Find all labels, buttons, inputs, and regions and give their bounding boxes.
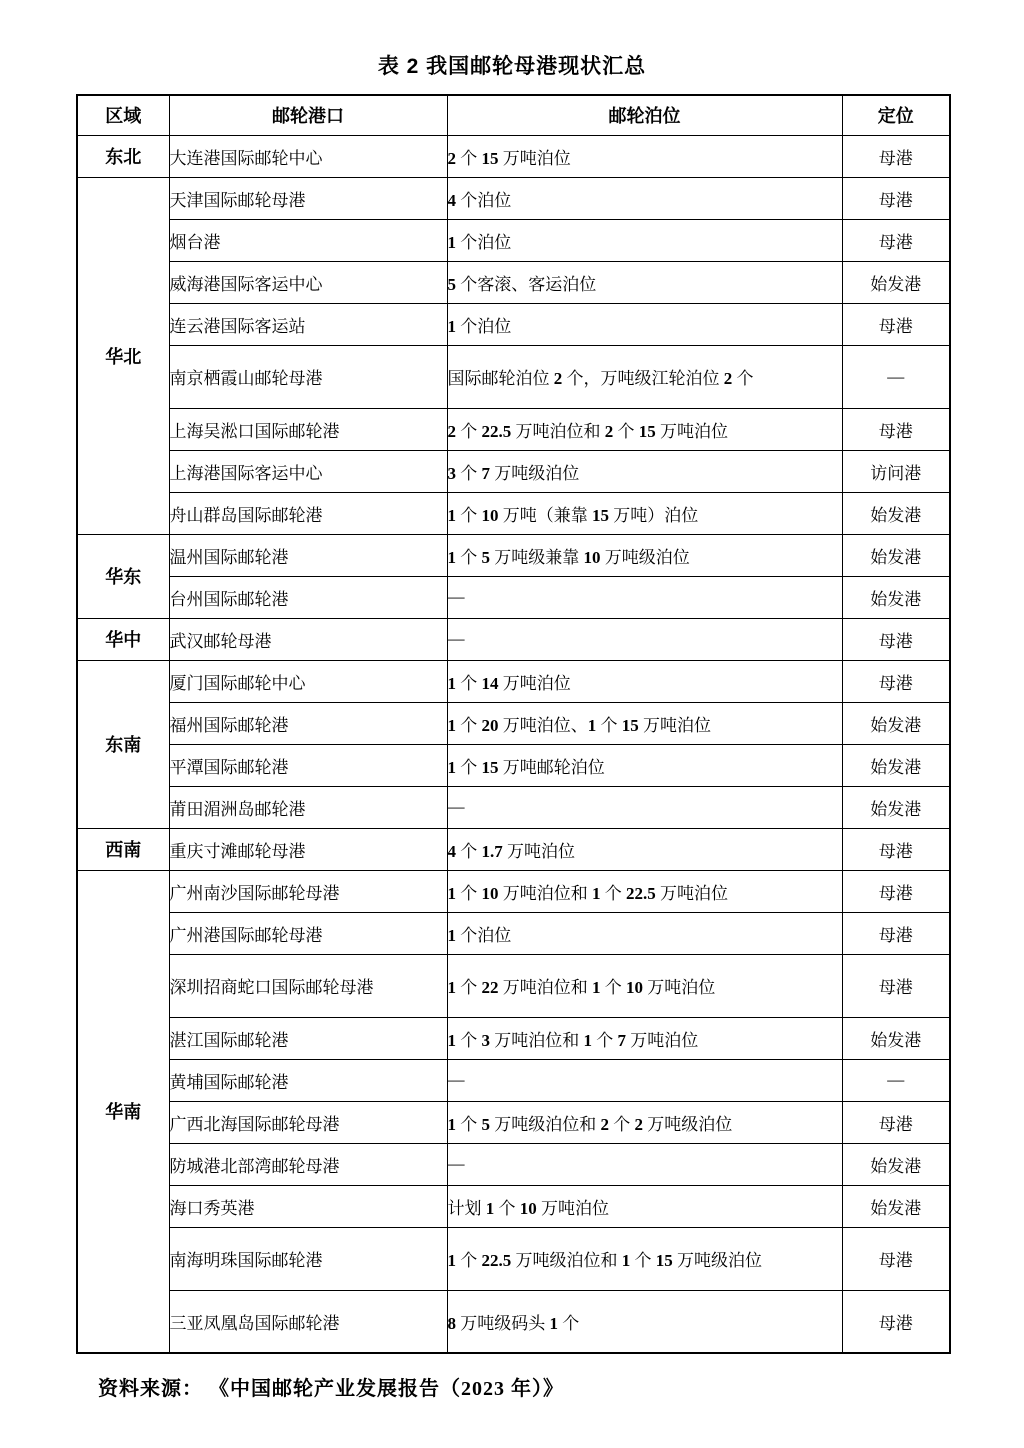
position-cell: 始发港 <box>842 261 950 303</box>
port-cell: 南海明珠国际邮轮港 <box>169 1227 447 1290</box>
table-row <box>77 912 950 954</box>
table-row <box>77 1101 950 1143</box>
berths-cell: 2 个 22.5 万吨泊位和 2 个 15 万吨泊位 <box>447 408 842 450</box>
table-row <box>77 450 950 492</box>
table-row <box>77 345 950 408</box>
table-row <box>77 618 950 660</box>
position-cell: — <box>842 345 950 408</box>
table-row <box>77 303 950 345</box>
position-cell: 母港 <box>842 618 950 660</box>
position-cell: 母港 <box>842 660 950 702</box>
region-cell: 华东 <box>77 534 169 618</box>
berths-cell: 1 个 20 万吨泊位、1 个 15 万吨泊位 <box>447 702 842 744</box>
berths-cell: 5 个客滚、客运泊位 <box>447 261 842 303</box>
port-cell: 威海港国际客运中心 <box>169 261 447 303</box>
port-cell: 台州国际邮轮港 <box>169 576 447 618</box>
port-cell: 深圳招商蛇口国际邮轮母港 <box>169 954 447 1017</box>
berths-cell: 3 个 7 万吨级泊位 <box>447 450 842 492</box>
port-cell: 湛江国际邮轮港 <box>169 1017 447 1059</box>
berths-cell: 1 个 10 万吨泊位和 1 个 22.5 万吨泊位 <box>447 870 842 912</box>
position-cell: — <box>842 1059 950 1101</box>
berths-cell: 1 个泊位 <box>447 912 842 954</box>
table-row <box>77 1290 950 1353</box>
berths-cell: 8 万吨级码头 1 个 <box>447 1290 842 1353</box>
table-row <box>77 576 950 618</box>
berths-cell: 1 个 15 万吨邮轮泊位 <box>447 744 842 786</box>
port-cell: 大连港国际邮轮中心 <box>169 135 447 177</box>
header-row <box>77 95 950 135</box>
table-row <box>77 534 950 576</box>
table-row <box>77 744 950 786</box>
position-cell: 始发港 <box>842 1185 950 1227</box>
berths-cell: — <box>447 1059 842 1101</box>
position-cell: 始发港 <box>842 702 950 744</box>
position-cell: 母港 <box>842 135 950 177</box>
position-cell: 母港 <box>842 954 950 1017</box>
port-cell: 烟台港 <box>169 219 447 261</box>
port-cell: 温州国际邮轮港 <box>169 534 447 576</box>
berths-cell: 4 个泊位 <box>447 177 842 219</box>
table-row <box>77 660 950 702</box>
region-cell: 东北 <box>77 135 169 177</box>
port-cell: 莆田湄洲岛邮轮港 <box>169 786 447 828</box>
table-row <box>77 135 950 177</box>
table-row <box>77 786 950 828</box>
port-cell: 天津国际邮轮母港 <box>169 177 447 219</box>
port-cell: 三亚凤凰岛国际邮轮港 <box>169 1290 447 1353</box>
berths-cell: — <box>447 1143 842 1185</box>
table-row <box>77 177 950 219</box>
berths-cell: 1 个泊位 <box>447 303 842 345</box>
position-cell: 始发港 <box>842 744 950 786</box>
table-title: 表 2 我国邮轮母港现状汇总 <box>377 55 647 78</box>
berths-cell: 1 个 22.5 万吨级泊位和 1 个 15 万吨级泊位 <box>447 1227 842 1290</box>
table-row <box>77 828 950 870</box>
port-cell: 舟山群岛国际邮轮港 <box>169 492 447 534</box>
table-row <box>77 870 950 912</box>
position-cell: 母港 <box>842 219 950 261</box>
position-cell: 母港 <box>842 1290 950 1353</box>
berths-cell: 1 个泊位 <box>447 219 842 261</box>
position-cell: 母港 <box>842 912 950 954</box>
position-cell: 始发港 <box>842 534 950 576</box>
region-cell: 华南 <box>77 870 169 1353</box>
berths-cell: 1 个 5 万吨级泊位和 2 个 2 万吨级泊位 <box>447 1101 842 1143</box>
region-cell: 东南 <box>77 660 169 828</box>
table-header <box>77 95 950 135</box>
port-cell: 黄埔国际邮轮港 <box>169 1059 447 1101</box>
berths-cell: 1 个 22 万吨泊位和 1 个 10 万吨泊位 <box>447 954 842 1017</box>
position-cell: 母港 <box>842 1227 950 1290</box>
berths-cell: — <box>447 576 842 618</box>
col-header-berths: 邮轮泊位 <box>447 95 842 135</box>
berths-cell: — <box>447 786 842 828</box>
position-cell: 母港 <box>842 828 950 870</box>
table-row <box>77 702 950 744</box>
port-cell: 海口秀英港 <box>169 1185 447 1227</box>
port-cell: 广西北海国际邮轮母港 <box>169 1101 447 1143</box>
table-row <box>77 1143 950 1185</box>
position-cell: 始发港 <box>842 1017 950 1059</box>
cruise-ports-table <box>76 94 951 1354</box>
port-cell: 上海吴淞口国际邮轮港 <box>169 408 447 450</box>
berths-cell: 1 个 10 万吨（兼靠 15 万吨）泊位 <box>447 492 842 534</box>
berths-cell: 4 个 1.7 万吨泊位 <box>447 828 842 870</box>
region-cell: 华北 <box>77 177 169 534</box>
region-cell: 华中 <box>77 618 169 660</box>
berths-cell: 1 个 5 万吨级兼靠 10 万吨级泊位 <box>447 534 842 576</box>
source-note: 资料来源： 《中国邮轮产业发展报告（2023 年）》 <box>98 1378 564 1400</box>
berths-cell: 2 个 15 万吨泊位 <box>447 135 842 177</box>
berths-cell: 国际邮轮泊位 2 个，万吨级江轮泊位 2 个 <box>447 345 842 408</box>
port-cell: 厦门国际邮轮中心 <box>169 660 447 702</box>
position-cell: 始发港 <box>842 492 950 534</box>
position-cell: 母港 <box>842 177 950 219</box>
region-cell: 西南 <box>77 828 169 870</box>
table-row <box>77 1185 950 1227</box>
table-row <box>77 408 950 450</box>
port-cell: 连云港国际客运站 <box>169 303 447 345</box>
port-cell: 防城港北部湾邮轮母港 <box>169 1143 447 1185</box>
col-header-region: 区域 <box>77 95 169 135</box>
berths-cell: 计划 1 个 10 万吨泊位 <box>447 1185 842 1227</box>
position-cell: 始发港 <box>842 1143 950 1185</box>
table-row <box>77 1017 950 1059</box>
port-cell: 广州南沙国际邮轮母港 <box>169 870 447 912</box>
position-cell: 母港 <box>842 408 950 450</box>
port-cell: 福州国际邮轮港 <box>169 702 447 744</box>
berths-cell: 1 个 14 万吨泊位 <box>447 660 842 702</box>
position-cell: 母港 <box>842 870 950 912</box>
position-cell: 始发港 <box>842 786 950 828</box>
port-cell: 南京栖霞山邮轮母港 <box>169 345 447 408</box>
col-header-port: 邮轮港口 <box>169 95 447 135</box>
table-body <box>77 135 950 1353</box>
port-cell: 平潭国际邮轮港 <box>169 744 447 786</box>
position-cell: 访问港 <box>842 450 950 492</box>
table-row <box>77 261 950 303</box>
position-cell: 母港 <box>842 303 950 345</box>
col-header-position: 定位 <box>842 95 950 135</box>
port-cell: 广州港国际邮轮母港 <box>169 912 447 954</box>
position-cell: 始发港 <box>842 576 950 618</box>
port-cell: 重庆寸滩邮轮母港 <box>169 828 447 870</box>
position-cell: 母港 <box>842 1101 950 1143</box>
port-cell: 上海港国际客运中心 <box>169 450 447 492</box>
port-cell: 武汉邮轮母港 <box>169 618 447 660</box>
table-row <box>77 954 950 1017</box>
berths-cell: 1 个 3 万吨泊位和 1 个 7 万吨泊位 <box>447 1017 842 1059</box>
table-row <box>77 219 950 261</box>
berths-cell: — <box>447 618 842 660</box>
table-row <box>77 1227 950 1290</box>
table-row <box>77 1059 950 1101</box>
table-row <box>77 492 950 534</box>
